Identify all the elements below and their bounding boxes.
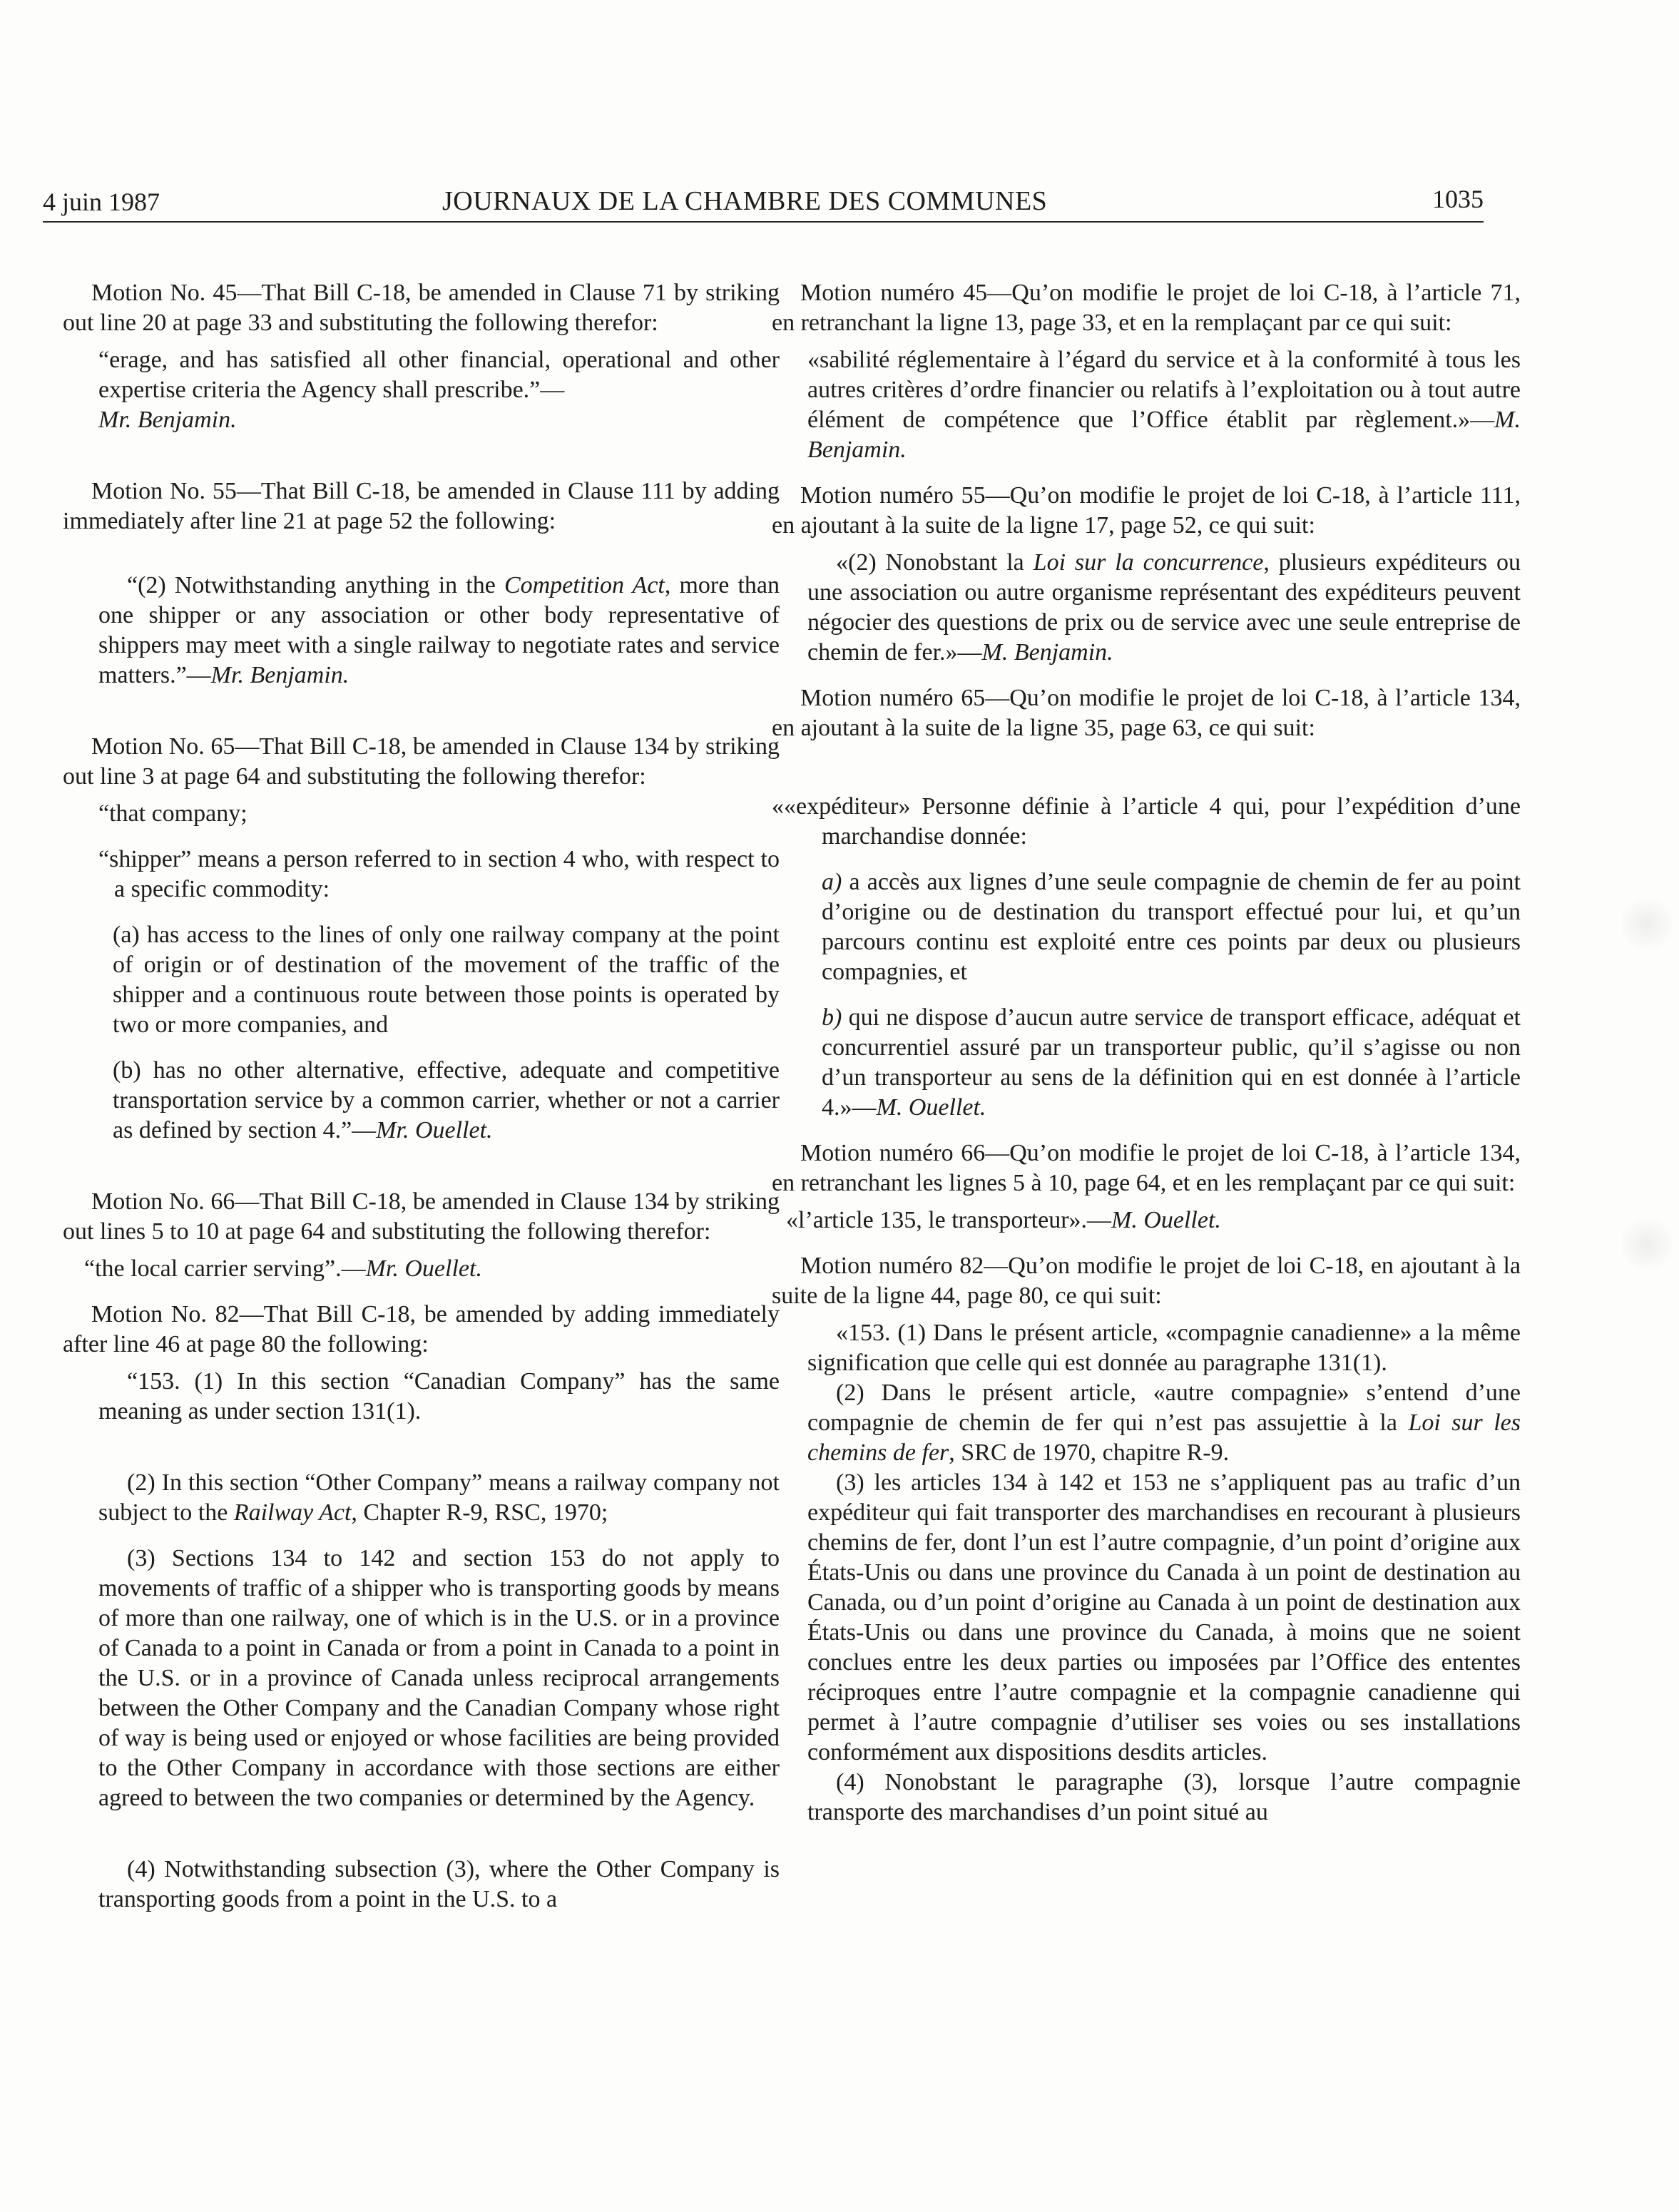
motion-55-fr: Motion numéro 55—Qu’on modifie le projet de loi C-18, à l’article 111, en ajoutant à la suite de la ligne 17, page 52, ce qui suit: xyxy=(772,482,1521,539)
motion-65-en-item-a: (a) has access to the lines of only one railway company at the point of origin or of destination of the movement of the traffic of the shipper and a continuous route between those points is operated by two or more companies, and xyxy=(113,922,780,1038)
motion-82-fr-s1: «153. (1) Dans le présent article, «compagnie canadienne» a la même signification que celle qui est donnée au paragraphe 131(1). xyxy=(807,1320,1521,1376)
motion-55-fr-author: M. Benjamin. xyxy=(981,639,1113,666)
motion-55-en: Motion No. 55—That Bill C-18, be amended in Clause 111 by adding immediately after line 21 at page 52 the following: xyxy=(63,478,780,534)
motion-66-fr: Motion numéro 66—Qu’on modifie le projet de loi C-18, à l’article 134, en retranchant les lignes 5 à 10, page 64, et en les remplaçant par ce qui suit: xyxy=(772,1140,1521,1196)
motion-65-fr-item-b: b) qui ne dispose d’aucun autre service de transport efficace, adéquat et concurrentiel assuré par un transporteur public, qu’il s’agisse ou non d’un transporteur au sens de la définition qui en est donnée à l’article 4.»—M. Ouellet. xyxy=(822,1004,1521,1121)
motion-65-en-line2: “shipper” means a person referred to in section 4 who, with respect to a specific commodity: xyxy=(98,846,780,902)
motion-65-en-author: Mr. Ouellet. xyxy=(376,1117,493,1143)
motion-82-fr: Motion numéro 82—Qu’on modifie le projet de loi C-18, en ajoutant à la suite de la ligne 44, page 80, ce qui suit: xyxy=(772,1253,1521,1309)
motion-45-en-quote: “erage, and has satisfied all other financial, operational and other expertise criteria the Agency shall prescribe.”— Mr. Benjamin. xyxy=(98,347,780,433)
motion-65-en-item-b: (b) has no other alternative, effective, adequate and competitive transportation service by a common carrier, whether or not a carrier as defined by section 4.”—Mr. Ouellet. xyxy=(113,1057,780,1143)
page-number: 1035 xyxy=(1432,185,1484,213)
motion-82-fr-s2: (2) Dans le présent article, «autre compagnie» s’entend d’une compagnie de chemin de fer qui n’est pas assujettie à la Loi sur les chemins de fer, SRC de 1970, chapitre R-9. xyxy=(807,1380,1521,1466)
motion-82-en-s3: (3) Sections 134 to 142 and section 153 do not apply to movements of traffic of a shipper who is transporting goods by means of more than one railway, one of which is in the U.S. or in a province of Canada to a point in Canada or from a point in Canada to a point in the U.S. or in a province of Canada unless reciprocal arrangements between the Other Company and the Canadian Company whose right of way is being used or enjoyed or whose facilities are being provided to the Other Company in accordance with those sections are either agreed to between the two companies or determined by the Agency. xyxy=(98,1545,780,1811)
motion-82-en: Motion No. 82—That Bill C-18, be amended by adding immediately after line 46 at page 80 the following: xyxy=(63,1301,780,1357)
motion-66-en-author: Mr. Ouellet. xyxy=(365,1255,482,1282)
motion-65-fr: Motion numéro 65—Qu’on modifie le projet de loi C-18, à l’article 134, en ajoutant à la suite de la ligne 35, page 63, ce qui suit: xyxy=(772,685,1521,741)
english-column xyxy=(63,278,780,1915)
motion-45-fr: Motion numéro 45—Qu’on modifie le projet de loi C-18, à l’article 71, en retranchant la ligne 13, page 33, et en la remplaçant par ce qui suit: xyxy=(772,280,1521,336)
motion-45-en: Motion No. 45—That Bill C-18, be amended in Clause 71 by striking out line 20 at page 33 and substituting the following therefor: xyxy=(63,280,780,336)
motion-82-fr-s4: (4) Nonobstant le paragraphe (3), lorsque l’autre compagnie transporte des marchandises d’un point situé au xyxy=(807,1769,1521,1825)
motion-45-fr-quote: «sabilité réglementaire à l’égard du service et à la conformité à tous les autres critères d’ordre financier ou relatifs à l’exploitation ou à tout autre élément de compétence que l’Office établit par règlement.»—M. Benjamin. xyxy=(807,347,1521,463)
motion-66-en: Motion No. 66—That Bill C-18, be amended in Clause 134 by striking out lines 5 to 10 at page 64 and substituting the following therefor: xyxy=(63,1188,780,1245)
motion-55-en-author: Mr. Benjamin. xyxy=(210,662,349,688)
motion-82-en-s4: (4) Notwithstanding subsection (3), where the Other Company is transporting goods from a point in the U.S. to a xyxy=(98,1856,780,1912)
header-date: 4 juin 1987 xyxy=(43,188,160,216)
scan-speck xyxy=(1622,892,1672,956)
motion-55-fr-quote: «(2) Nonobstant la Loi sur la concurrence, plusieurs expéditeurs ou une association ou autre organisme représentant des expéditeurs peuvent négocier des questions de prix ou de service avec une seule entreprise de chemin de fer.»—M. Benjamin. xyxy=(807,549,1521,666)
scan-speck xyxy=(1622,1213,1672,1277)
motion-65-fr-author: M. Ouellet. xyxy=(876,1094,986,1121)
motion-55-en-quote: “(2) Notwithstanding anything in the Competition Act, more than one shipper or any association or other body representative of shippers may meet with a single railway to negotiate rates and service matters.”—Mr. Benjamin. xyxy=(98,572,780,688)
motion-45-fr-author: M. Benjamin. xyxy=(807,407,1521,463)
motion-65-fr-item-a: a) a accès aux lignes d’une seule compagnie de chemin de fer au point d’origine ou de destination du transport effectué pour lui, et qu’un parcours continu est exploité entre ces points par deux ou plusieurs compagnies, et xyxy=(822,869,1521,985)
header-title: JOURNAUX DE LA CHAMBRE DES COMMUNES xyxy=(442,186,1048,216)
motion-82-en-s1: “153. (1) In this section “Canadian Company” has the same meaning as under section 131(1). xyxy=(98,1368,780,1424)
motion-45-en-author: Mr. Benjamin. xyxy=(98,407,237,433)
motion-66-fr-author: M. Ouellet. xyxy=(1111,1207,1221,1233)
motion-65-en: Motion No. 65—That Bill C-18, be amended in Clause 134 by striking out line 3 at page 64 and substituting the following therefor: xyxy=(63,733,780,790)
page-header xyxy=(43,171,1484,223)
motion-66-fr-quote: «l’article 135, le transporteur».—M. Ouellet. xyxy=(786,1207,1221,1233)
motion-82-fr-s3: (3) les articles 134 à 142 et 153 ne s’appliquent pas au trafic d’un expéditeur qui fait transporter des marchandises en recourant à plusieurs chemins de fer, dont l’un est l’autre compagnie, d’un point d’origine aux États-Unis ou dans une province du Canada à un point de destination au Canada, ou d’un point d’origine au Canada à un point de destination aux États-Unis ou dans une province du Canada, à moins que ne soient conclues entre les deux parties ou imposées par l’Office des ententes réciproques entre l’autre compagnie et la compagnie canadienne qui permet à l’autre compagnie d’utiliser ses voies ou ses installations conformément aux dispositions desdits articles. xyxy=(807,1469,1521,1765)
motion-65-en-line1: “that company; xyxy=(98,800,247,827)
french-column xyxy=(772,278,1521,1828)
motion-66-en-quote: “the local carrier serving”.—Mr. Ouellet. xyxy=(84,1255,482,1282)
motion-82-en-s2: (2) In this section “Other Company” means a railway company not subject to the Railway Act, Chapter R-9, RSC, 1970; xyxy=(98,1469,780,1526)
motion-65-fr-line1: ««expéditeur» Personne définie à l’article 4 qui, pour l’expédition d’une marchandise donnée: xyxy=(772,793,1521,850)
